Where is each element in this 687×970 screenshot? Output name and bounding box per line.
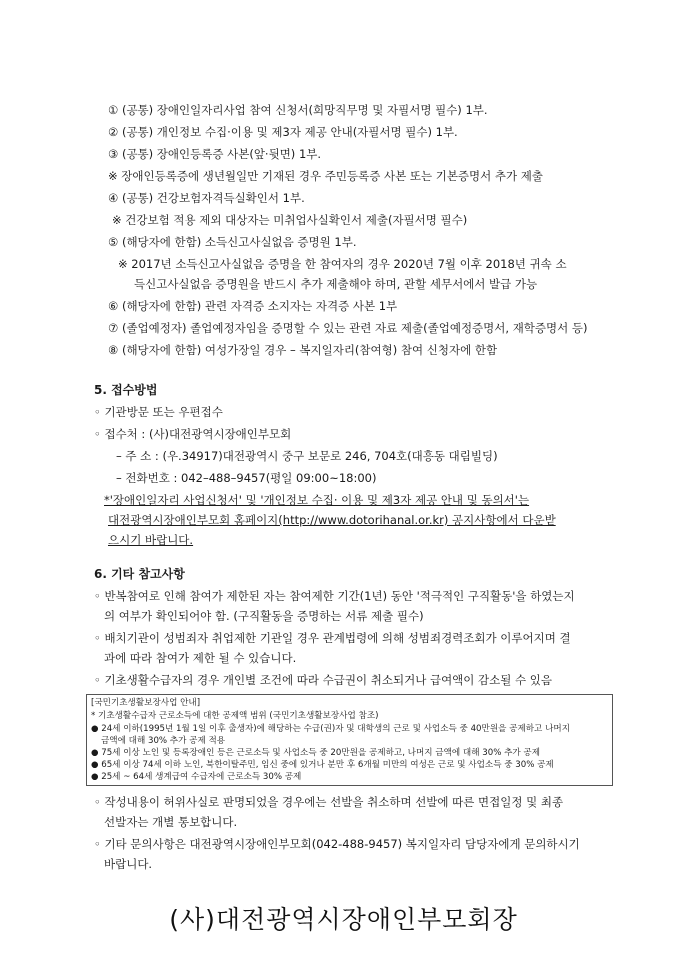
doc-note-4: ※ 건강보험 적용 제외 대상자는 미취업사실확인서 제출(자필서명 필수) xyxy=(112,213,468,227)
section6-para-1b: 의 여부가 확인되어야 함. (구직활동을 증명하는 서류 제출 필수) xyxy=(104,609,424,623)
doc-item-7: ⑦ (졸업예정자) 졸업예정자임을 증명할 수 있는 관련 자료 제출(졸업예정증명서, 재학증명서 등) xyxy=(108,321,588,335)
section6-para-5b: 바랍니다. xyxy=(104,857,153,871)
section6-para-4a: ◦ 작성내용이 허위사실로 판명되었을 경우에는 선발을 취소하며 선발에 따른 면접일정 및 최종 xyxy=(94,795,564,809)
section6-para-4b: 선발자는 개별 통보합니다. xyxy=(104,815,238,829)
section6-para-2a: ◦ 배치기관이 성범죄자 취업제한 기관일 경우 관계법령에 의해 성범죄경력조회가 이루어지며 결 xyxy=(94,631,571,645)
section5-address: – 주 소 : (우.34917)대전광역시 중구 보문로 246, 704호(대흥동 대림빌딩) xyxy=(116,449,498,463)
doc-item-4: ④ (공통) 건강보험자격득실확인서 1부. xyxy=(108,191,305,205)
section6-para-3: ◦ 기초생활수급자의 경우 개인별 조건에 따라 수급권이 취소되거나 급여액이 감소될 수 있음 xyxy=(94,673,553,687)
welfare-info-box xyxy=(86,694,613,786)
doc-note-3: ※ 장애인등록증에 생년월일만 기재된 경우 주민등록증 사본 또는 기본증명서 추가 제출 xyxy=(108,169,544,183)
section5-place: ◦ 접수처 : (사)대전광역시장애인부모회 xyxy=(94,427,292,441)
section6-para-1a: ◦ 반복참여로 인해 참여가 제한된 자는 참여제한 기간(1년) 동안 '적극적인 구직활동'을 하였는지 xyxy=(94,589,575,603)
box-line-4: ● 65세 이상 74세 이하 노인, 북한이탈주민, 임신 중에 있거나 분만 후 6개월 미만의 여성은 근로 및 사업소득 중 30% 공제 xyxy=(91,760,554,770)
signature-title: (사)대전광역시장애인부모회장 xyxy=(169,905,518,934)
section5-note-3: 으시기 바랍니다. xyxy=(108,533,194,547)
section6-para-2b: 과에 따라 참여가 제한 될 수 있습니다. xyxy=(104,651,297,665)
doc-item-1: ① (공통) 장애인일자리사업 참여 신청서(희망직무명 및 자필서명 필수) 1부. xyxy=(108,103,488,117)
box-title: [국민기초생활보장사업 안내] xyxy=(91,698,201,708)
section6-title: 6. 기타 참고사항 xyxy=(94,567,185,581)
doc-item-3: ③ (공통) 장애인등록증 사본(앞·뒷면) 1부. xyxy=(108,147,322,161)
doc-item-2: ② (공통) 개인정보 수집·이용 및 제3자 제공 안내(자필서명 필수) 1부. xyxy=(108,125,458,139)
doc-note-5a: ※ 2017년 소득신고사실없음 증명을 한 참여자의 경우 2020년 7월 이후 2018년 귀속 소 xyxy=(118,257,567,271)
section5-note-2: 대전광역시장애인부모회 홈페이지(http://www.dotorihanal.or.kr) 공지사항에서 다운받 xyxy=(108,513,556,527)
box-line-2b: 금액에 대해 30% 추가 공제 적용 xyxy=(101,736,226,746)
doc-item-6: ⑥ (해당자에 한함) 관련 자격증 소지자는 자격증 사본 1부 xyxy=(108,299,398,313)
section5-visit: ◦ 기관방문 또는 우편접수 xyxy=(94,405,223,419)
section6-para-5a: ◦ 기타 문의사항은 대전광역시장애인부모회(042-488-9457) 복지일자리 담당자에게 문의하시기 xyxy=(94,837,580,851)
section5-phone: – 전화번호 : 042–488–9457(평일 09:00~18:00) xyxy=(116,471,377,485)
doc-note-5b: 득신고사실없음 증명원을 반드시 추가 제출해야 하며, 관할 세무서에서 발급 가능 xyxy=(134,277,538,291)
box-line-3: ● 75세 이상 노인 및 등록장애인 등은 근로소득 및 사업소득 중 20만원을 공제하고, 나머지 금액에 대해 30% 추가 공제 xyxy=(91,748,541,758)
box-line-5: ● 25세 ~ 64세 생계급여 수급자에 근로소득 30% 공제 xyxy=(91,772,302,782)
box-line-1: * 기초생활수급자 근로소득에 대한 공제액 범위 (국민기초생활보장사업 참조) xyxy=(91,711,379,721)
box-line-2a: ● 24세 이하(1995년 1월 1일 이후 출생자)에 해당하는 수급(권)자 및 대학생의 근로 및 사업소득 중 40만원을 공제하고 나머지 xyxy=(91,724,570,734)
doc-item-8: ⑧ (해당자에 한함) 여성가장일 경우 – 복지일자리(참여형) 참여 신청자에 한함 xyxy=(108,343,498,357)
section5-title: 5. 접수방법 xyxy=(94,383,158,397)
doc-item-5: ⑤ (해당자에 한함) 소득신고사실없음 증명원 1부. xyxy=(108,235,357,249)
section5-note-1: *'장애인일자리 사업신청서' 및 '개인정보 수집· 이용 및 제3자 제공 안내 및 동의서'는 xyxy=(104,493,530,507)
